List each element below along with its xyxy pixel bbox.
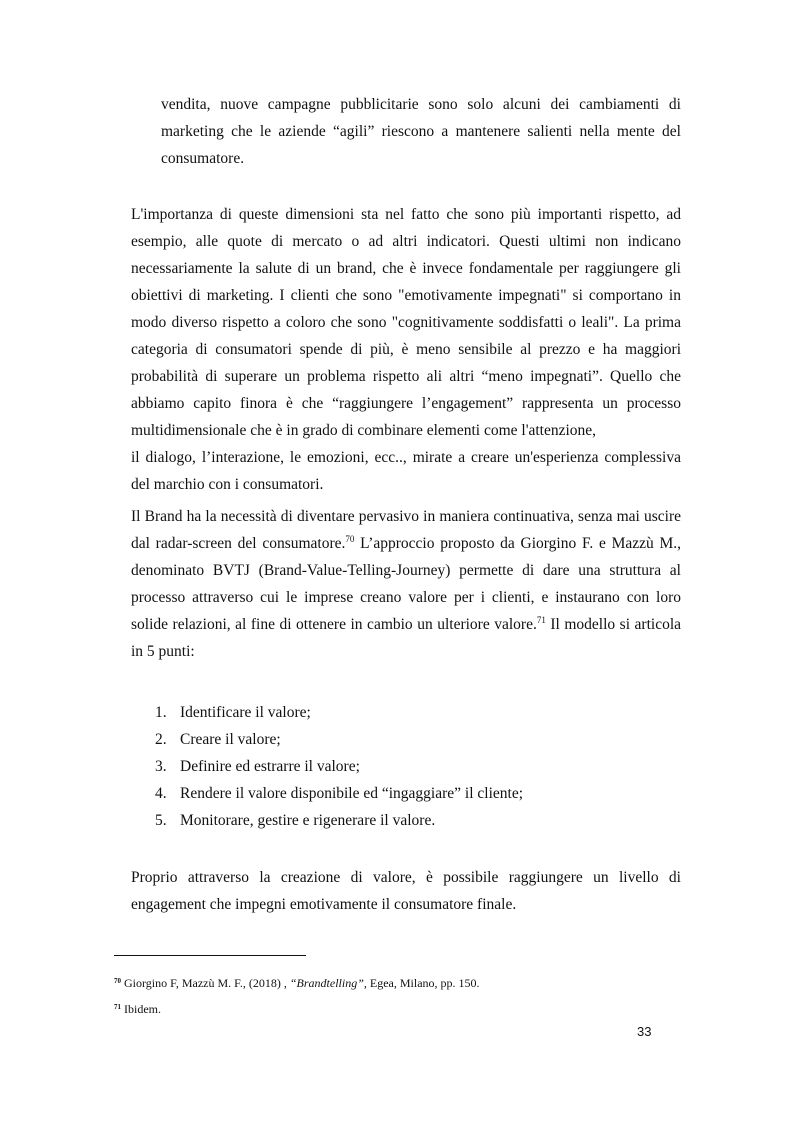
paragraph-brand-text-c: Il modello si articola in 5 punti: [131, 616, 682, 660]
list-item-text: Rendere il valore disponibile ed “ingaggiare” il cliente; [180, 785, 524, 802]
footnote-mark: 71 [114, 1003, 121, 1011]
list-item-number: 4. [155, 785, 167, 802]
footnote-70 [114, 975, 480, 991]
footnote-text: Giorgino F, Mazzù M. F., (2018) , [124, 976, 290, 990]
list-item [155, 726, 523, 753]
footnote-ref-71[interactable]: 71 [536, 615, 546, 625]
indented-paragraph: vendita, nuove campagne pubblicitarie sono solo alcuni dei cambiamenti di marketing che le aziende “agili” riescono a mantenere salienti nella mente del consumatore. [161, 96, 681, 167]
numbered-list [155, 699, 523, 834]
footnote-title: “Brandtelling”, [289, 976, 367, 990]
page-number: 33 [637, 1024, 652, 1039]
footnote-mark: 70 [114, 977, 121, 985]
paragraph-brand [131, 503, 681, 665]
footnote-71 [114, 1001, 161, 1017]
list-item [155, 780, 523, 807]
footnote-ref-70[interactable]: 70 [345, 534, 355, 544]
paragraph-brand-text-a: Il Brand ha la necessità di diventare pervasivo in maniera continuativa, senza mai uscire dal radar-screen del consumatore. [131, 508, 681, 552]
paragraph-importance-text: L'importanza di queste dimensioni sta nel fatto che sono più importanti rispetto, ad esempio, alle quote di mercato o ad altri indicatori. Questi ultimi non indicano necessariamente la salute di un brand, che è invece fondamentale per raggiungere gli obiettivi di marketing. I clienti che sono "emotivamente impegnati" si comportano in modo diverso rispetto a coloro che sono "cognitivamente soddisfatti o leali". La prima categoria di consumatori spende di più, è meno sensibile al prezzo e ha maggiori probabilità di superare un problema rispetto ali altri “meno impegnati”. Quello che abbiamo capito finora è che “raggiungere l’engagement” rappresenta un processo multidimensionale che è in grado di combinare elementi come l'attenzione, [131, 206, 681, 439]
paragraph-importance-continued: il dialogo, l’interazione, le emozioni, ecc.., mirate a creare un'esperienza complessiva del marchio con i consumatori. [131, 449, 681, 493]
list-item-number: 5. [155, 812, 167, 829]
list-item [155, 699, 523, 726]
list-item-number: 3. [155, 758, 167, 775]
list-item-text: Identificare il valore; [180, 704, 311, 721]
paragraph-value-creation: Proprio attraverso la creazione di valore, è possibile raggiungere un livello di engagement che impegni emotivamente il consumatore finale. [131, 869, 681, 913]
footnote-text-end: Egea, Milano, pp. 150. [366, 976, 480, 990]
footnote-separator [114, 955, 306, 956]
list-item [155, 807, 523, 834]
list-item-number: 2. [155, 731, 167, 748]
list-item-text: Monitorare, gestire e rigenerare il valore. [180, 812, 436, 829]
paragraph-brand-text-b: L’approccio proposto da Giorgino F. e Mazzù M., denominato BVTJ (Brand-Value-Telling-Journey) permette di dare una struttura al processo attraverso cui le imprese creano valore per i clienti, e instaurano con loro solide relazioni, al fine di ottenere in cambio un ulteriore valore. [131, 535, 682, 633]
footnote-text: Ibidem. [124, 1002, 161, 1016]
list-item-text: Definire ed estrarre il valore; [180, 758, 360, 775]
paragraph-importance [131, 201, 681, 498]
list-item-number: 1. [155, 704, 167, 721]
list-item-text: Creare il valore; [180, 731, 281, 748]
list-item [155, 753, 523, 780]
